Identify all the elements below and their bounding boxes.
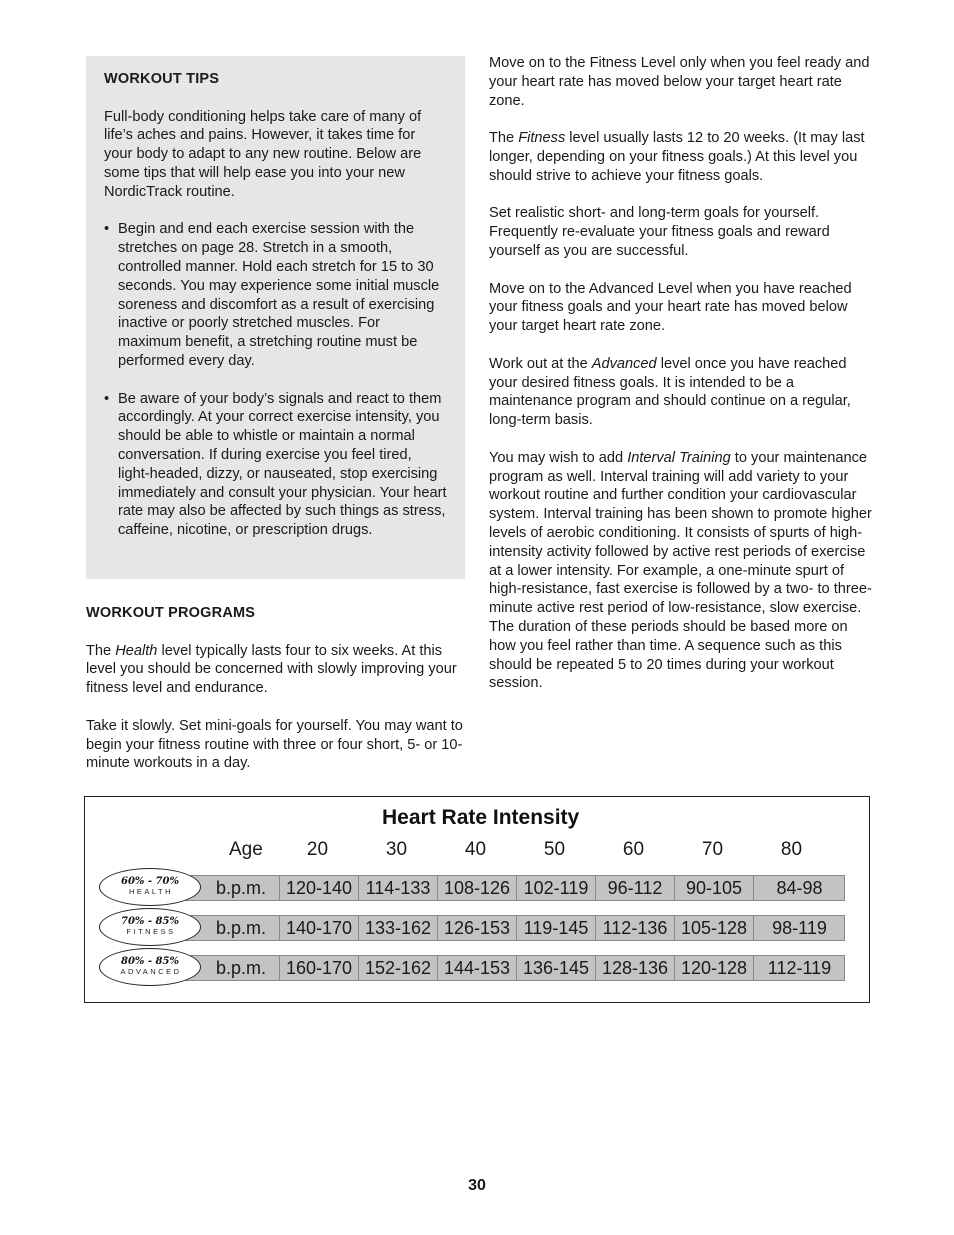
bpm-cell: 90-105 <box>674 875 753 901</box>
bpm-cell: 144-153 <box>437 955 516 981</box>
bullet-icon: • <box>104 390 110 407</box>
badge-percent: 70% - 85% <box>121 916 179 927</box>
right-column-text <box>489 54 873 693</box>
heart-rate-row-advanced <box>99 948 859 988</box>
take-it-slowly-paragraph: Take it slowly. Set mini-goals for yourself. You may want to begin your fitness routine with three or four short, 5- or 10-minute workouts in a day. <box>86 717 463 772</box>
goals-paragraph: Set realistic short- and long-term goals for yourself. Frequently re-evaluate your fitness goals and reward yourself as you are successful. <box>489 205 830 259</box>
bpm-cell: 112-119 <box>753 955 845 981</box>
advanced-term: Advanced <box>591 355 657 372</box>
bpm-label: b.p.m. <box>216 918 267 938</box>
age-label: Age <box>229 839 263 860</box>
bpm-label: b.p.m. <box>216 878 267 898</box>
workout-tips-heading: WORKOUT TIPS <box>104 71 220 87</box>
advanced-zone-badge <box>99 948 201 986</box>
bpm-cell: 105-128 <box>674 915 753 941</box>
fitness-level-paragraph: The Fitness level usually lasts 12 to 20 weeks. (It may last longer, depending on your fitness goals.) At this level you should strive to achieve your fitness goals. <box>489 130 865 184</box>
health-term: Health <box>115 642 158 659</box>
bpm-cell: 120-128 <box>674 955 753 981</box>
fitness-term: Fitness <box>518 130 566 147</box>
bpm-cell: 133-162 <box>358 915 437 941</box>
tip-text: Be aware of your body’s signals and react to them accordingly. At your correct exercise intensity, you should be able to whistle or maintain a normal conversation. If during exercise you feel tired, light-headed, dizzy, or nauseated, stop exercising immediately and consult your physician. Your heart rate may also be affected by such things as stress, caffeine, nicotine, or prescription drugs. <box>118 390 447 539</box>
bpm-cell: 112-136 <box>595 915 674 941</box>
bpm-cell: 114-133 <box>358 875 437 901</box>
bpm-cell: 128-136 <box>595 955 674 981</box>
bpm-cell: 98-119 <box>753 915 845 941</box>
bpm-cell: 102-119 <box>516 875 595 901</box>
tip-bullet-item <box>104 220 447 370</box>
age-cell: 60 <box>622 839 645 860</box>
fitness-ready-paragraph: Move on to the Fitness Level only when you feel ready and your heart rate has moved below your target heart rate zone. <box>489 55 870 109</box>
badge-level: HEALTH <box>128 887 174 896</box>
workout-programs-section <box>86 604 466 773</box>
badge-level: FITNESS <box>126 927 176 936</box>
bpm-cell: 108-126 <box>437 875 516 901</box>
workout-tips-intro: Full-body conditioning helps take care of many of life’s aches and pains. However, it takes time for your body to adapt to any new routine. Below are some tips that will help ease you into your new NordicTrack routine. <box>104 108 422 200</box>
bpm-cell: 140-170 <box>279 915 358 941</box>
workout-programs-heading: WORKOUT PROGRAMS <box>86 605 256 621</box>
age-header-row <box>85 839 869 865</box>
bpm-cell: 96-112 <box>595 875 674 901</box>
age-cell: 40 <box>464 839 487 860</box>
tip-text: Begin and end each exercise session with the stretches on page 28. Stretch in a smooth, controlled manner. Hold each stretch for 15 to 30 seconds. You may experience some initial muscle soreness and discomfort as a result of exercising inactive or poorly stretched muscles. For maximum benefit, a stretching routine must be performed every day. <box>118 221 440 369</box>
fitness-zone-badge <box>99 908 201 946</box>
age-cell: 30 <box>385 839 408 860</box>
advanced-level-paragraph: Work out at the Advanced level once you have reached your desired fitness goals. It is intended to be a maintenance program and should continue on a regular, long-term basis. <box>489 355 851 429</box>
interval-training-term: Interval Training <box>627 449 731 466</box>
age-cell: 70 <box>701 839 724 860</box>
heart-rate-intensity-panel <box>84 796 870 1003</box>
bpm-cell: 120-140 <box>279 875 358 901</box>
bpm-cell: 152-162 <box>358 955 437 981</box>
page-number: 30 <box>468 1177 486 1194</box>
badge-percent: 80% - 85% <box>121 956 179 967</box>
bpm-cell: 160-170 <box>279 955 358 981</box>
bpm-cell: 119-145 <box>516 915 595 941</box>
age-cell: 20 <box>306 839 329 860</box>
bpm-cell: 126-153 <box>437 915 516 941</box>
tip-bullet-item <box>104 390 447 540</box>
bullet-icon: • <box>104 221 110 238</box>
health-level-paragraph: The Health level typically lasts four to six weeks. At this level you should be concerned with slowly improving your fitness level and endurance. <box>86 642 457 697</box>
heart-rate-row-health <box>99 868 859 908</box>
heart-rate-title: Heart Rate Intensity <box>382 806 580 829</box>
badge-percent: 60% - 70% <box>121 876 179 887</box>
age-cell: 80 <box>780 839 803 860</box>
badge-level: ADVANCED <box>120 967 182 976</box>
advanced-move-paragraph: Move on to the Advanced Level when you have reached your fitness goals and your heart rate has moved below your target heart rate zone. <box>489 280 852 335</box>
age-cell: 50 <box>543 839 566 860</box>
bpm-cell: 84-98 <box>753 875 845 901</box>
interval-training-paragraph: You may wish to add Interval Training to your maintenance program as well. Interval training will add variety to your workout routine and further condition your cardiovascular system. Interval training has been shown to promote higher levels of aerobic conditioning. It consists of spurts of high-intensity activity followed by active rest periods of exercise at a lower intensity. For example, a one-minute spurt of high-resistance, fast exercise is followed by a two- to three-minute active rest period of low-resistance, slow exercise. The duration of these periods should be based more on how you feel rather than time. A sequence such as this should be repeated 5 to 20 times during your workout session. <box>489 449 872 692</box>
bpm-label: b.p.m. <box>216 958 267 978</box>
workout-tips-box <box>86 56 465 579</box>
bpm-cell: 136-145 <box>516 955 595 981</box>
heart-rate-row-fitness <box>99 908 859 948</box>
health-zone-badge <box>99 868 201 906</box>
